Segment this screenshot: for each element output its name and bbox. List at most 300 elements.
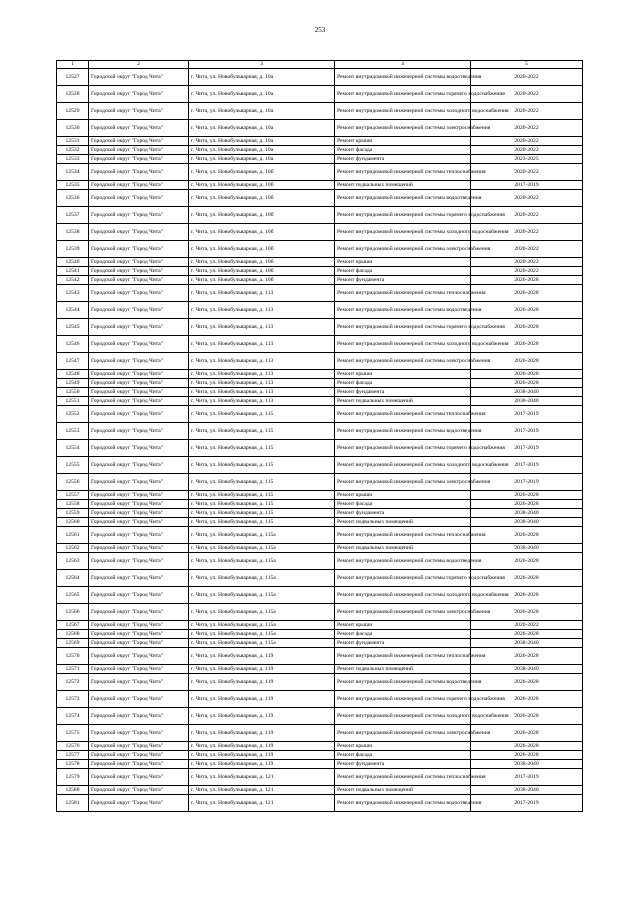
row-number-cell: 12565 xyxy=(57,587,89,604)
table-row xyxy=(57,379,583,388)
row-number-cell: 12527 xyxy=(57,69,89,86)
municipality-cell: Городской округ "Город Чита" xyxy=(89,397,189,406)
address-cell: г. Чита, ул. Новобульварная, д. 115а xyxy=(189,553,335,570)
table-row xyxy=(57,423,583,440)
municipality-cell: Городской округ "Город Чита" xyxy=(89,769,189,786)
table-row xyxy=(57,241,583,258)
address-cell: г. Чита, ул. Новобульварная, д. 10б xyxy=(189,267,335,276)
municipality-cell: Городской округ "Город Чита" xyxy=(89,457,189,474)
row-number-cell: 12551 xyxy=(57,397,89,406)
municipality-cell: Городской округ "Город Чита" xyxy=(89,518,189,527)
period-cell: 2026-2028 xyxy=(471,604,583,621)
municipality-cell: Городской округ "Город Чита" xyxy=(89,319,189,336)
work-type-cell: Ремонт внутридомовой инженерной системы теплоснабжения xyxy=(335,285,471,302)
period-cell: 2038-2040 xyxy=(471,397,583,406)
period-cell: 2017-2019 xyxy=(471,795,583,812)
period-cell: 2026-2028 xyxy=(471,276,583,285)
work-type-cell: Ремонт внутридомовой инженерной системы водоотведения xyxy=(335,553,471,570)
table-body xyxy=(57,69,583,812)
table-row xyxy=(57,181,583,190)
row-number-cell: 12528 xyxy=(57,86,89,103)
row-number-cell: 12548 xyxy=(57,370,89,379)
address-cell: г. Чита, ул. Новобульварная, д. 119 xyxy=(189,725,335,742)
table-row xyxy=(57,769,583,786)
row-number-cell: 12579 xyxy=(57,769,89,786)
work-type-cell: Ремонт внутридомовой инженерной системы электроснабжения xyxy=(335,604,471,621)
period-cell: 2020-2022 xyxy=(471,103,583,120)
work-type-cell: Ремонт внутридомовой инженерной системы электроснабжения xyxy=(335,474,471,491)
row-number-cell: 12577 xyxy=(57,751,89,760)
work-type-cell: Ремонт фундамента xyxy=(335,760,471,769)
municipality-cell: Городской округ "Город Чита" xyxy=(89,241,189,258)
period-cell: 2038-2040 xyxy=(471,786,583,795)
table-row xyxy=(57,388,583,397)
row-number-cell: 12559 xyxy=(57,509,89,518)
row-number-cell: 12535 xyxy=(57,181,89,190)
table-row xyxy=(57,491,583,500)
municipality-cell: Городской округ "Город Чита" xyxy=(89,500,189,509)
row-number-cell: 12533 xyxy=(57,155,89,164)
period-cell: 2026-2028 xyxy=(471,336,583,353)
row-number-cell: 12555 xyxy=(57,457,89,474)
municipality-cell: Городской округ "Город Чита" xyxy=(89,630,189,639)
address-cell: г. Чита, ул. Новобульварная, д. 115 xyxy=(189,491,335,500)
table-row xyxy=(57,440,583,457)
address-cell: г. Чита, ул. Новобульварная, д. 121 xyxy=(189,769,335,786)
address-cell: г. Чита, ул. Новобульварная, д. 113 xyxy=(189,302,335,319)
table-row xyxy=(57,708,583,725)
municipality-cell: Городской округ "Город Чита" xyxy=(89,146,189,155)
municipality-cell: Городской округ "Город Чита" xyxy=(89,224,189,241)
municipality-cell: Городской округ "Город Чита" xyxy=(89,164,189,181)
period-cell: 2026-2028 xyxy=(471,708,583,725)
table-row xyxy=(57,553,583,570)
address-cell: г. Чита, ул. Новобульварная, д. 113 xyxy=(189,336,335,353)
address-cell: г. Чита, ул. Новобульварная, д. 10б xyxy=(189,224,335,241)
period-cell: 2038-2040 xyxy=(471,639,583,648)
municipality-cell: Городской округ "Город Чита" xyxy=(89,795,189,812)
period-cell: 2017-2019 xyxy=(471,181,583,190)
work-type-cell: Ремонт внутридомовой инженерной системы водоотведения xyxy=(335,795,471,812)
period-cell: 2017-2019 xyxy=(471,769,583,786)
municipality-cell: Городской округ "Город Чита" xyxy=(89,491,189,500)
work-type-cell: Ремонт внутридомовой инженерной системы горячего водоснабжения xyxy=(335,440,471,457)
row-number-cell: 12536 xyxy=(57,190,89,207)
period-cell: 2026-2028 xyxy=(471,353,583,370)
address-cell: г. Чита, ул. Новобульварная, д. 119 xyxy=(189,708,335,725)
municipality-cell: Городской округ "Город Чита" xyxy=(89,207,189,224)
address-cell: г. Чита, ул. Новобульварная, д. 113 xyxy=(189,370,335,379)
table-row xyxy=(57,587,583,604)
work-type-cell: Ремонт подвальных помещений xyxy=(335,544,471,553)
municipality-cell: Городской округ "Город Чита" xyxy=(89,621,189,630)
municipality-cell: Городской округ "Город Чита" xyxy=(89,760,189,769)
table-row xyxy=(57,639,583,648)
work-type-cell: Ремонт внутридомовой инженерной системы горячего водоснабжения xyxy=(335,691,471,708)
period-cell: 2038-2040 xyxy=(471,518,583,527)
row-number-cell: 12573 xyxy=(57,691,89,708)
address-cell: г. Чита, ул. Новобульварная, д. 115 xyxy=(189,474,335,491)
period-cell: 2026-2028 xyxy=(471,725,583,742)
work-type-cell: Ремонт внутридомовой инженерной системы теплоснабжения xyxy=(335,164,471,181)
work-type-cell: Ремонт внутридомовой инженерной системы электроснабжения xyxy=(335,120,471,137)
period-cell: 2017-2019 xyxy=(471,406,583,423)
municipality-cell: Городской округ "Город Чита" xyxy=(89,103,189,120)
address-cell: г. Чита, ул. Новобульварная, д. 10а xyxy=(189,146,335,155)
row-number-cell: 12580 xyxy=(57,786,89,795)
row-number-cell: 12574 xyxy=(57,708,89,725)
work-type-cell: Ремонт подвальных помещений xyxy=(335,518,471,527)
period-cell: 2026-2028 xyxy=(471,319,583,336)
address-cell: г. Чита, ул. Новобульварная, д. 119 xyxy=(189,691,335,708)
work-type-cell: Ремонт внутридомовой инженерной системы электроснабжения xyxy=(335,241,471,258)
row-number-cell: 12568 xyxy=(57,630,89,639)
period-cell: 2026-2028 xyxy=(471,570,583,587)
period-cell: 2026-2028 xyxy=(471,285,583,302)
row-number-cell: 12578 xyxy=(57,760,89,769)
address-cell: г. Чита, ул. Новобульварная, д. 115а xyxy=(189,621,335,630)
period-cell: 2017-2019 xyxy=(471,423,583,440)
municipality-cell: Городской округ "Город Чита" xyxy=(89,639,189,648)
row-number-cell: 12538 xyxy=(57,224,89,241)
table-row xyxy=(57,544,583,553)
table-row xyxy=(57,795,583,812)
table-row xyxy=(57,103,583,120)
row-number-cell: 12571 xyxy=(57,665,89,674)
table-row xyxy=(57,120,583,137)
table-row xyxy=(57,397,583,406)
table-row xyxy=(57,527,583,544)
row-number-cell: 12570 xyxy=(57,648,89,665)
address-cell: г. Чита, ул. Новобульварная, д. 10б xyxy=(189,241,335,258)
row-number-cell: 12532 xyxy=(57,146,89,155)
municipality-cell: Городской округ "Город Чита" xyxy=(89,691,189,708)
address-cell: г. Чита, ул. Новобульварная, д. 10а xyxy=(189,155,335,164)
table-row xyxy=(57,518,583,527)
row-number-cell: 12542 xyxy=(57,276,89,285)
work-type-cell: Ремонт внутридомовой инженерной системы холодного водоснабжения xyxy=(335,336,471,353)
work-type-cell: Ремонт внутридомовой инженерной системы холодного водоснабжения xyxy=(335,103,471,120)
period-cell: 2023-2025 xyxy=(471,155,583,164)
row-number-cell: 12530 xyxy=(57,120,89,137)
table-row xyxy=(57,509,583,518)
municipality-cell: Городской округ "Город Чита" xyxy=(89,276,189,285)
address-cell: г. Чита, ул. Новобульварная, д. 113 xyxy=(189,353,335,370)
municipality-cell: Городской округ "Город Чита" xyxy=(89,86,189,103)
address-cell: г. Чита, ул. Новобульварная, д. 119 xyxy=(189,760,335,769)
table-row xyxy=(57,164,583,181)
municipality-cell: Городской округ "Город Чита" xyxy=(89,388,189,397)
period-cell: 2020-2022 xyxy=(471,137,583,146)
work-type-cell: Ремонт крыши xyxy=(335,621,471,630)
work-type-cell: Ремонт внутридомовой инженерной системы горячего водоснабжения xyxy=(335,570,471,587)
municipality-cell: Городской округ "Город Чита" xyxy=(89,370,189,379)
row-number-cell: 12560 xyxy=(57,518,89,527)
column-header-2: 2 xyxy=(89,61,189,69)
municipality-cell: Городской округ "Город Чита" xyxy=(89,155,189,164)
row-number-cell: 12547 xyxy=(57,353,89,370)
work-type-cell: Ремонт внутридомовой инженерной системы теплоснабжения xyxy=(335,648,471,665)
municipality-cell: Городской округ "Город Чита" xyxy=(89,302,189,319)
work-type-cell: Ремонт подвальных помещений xyxy=(335,665,471,674)
table-row xyxy=(57,406,583,423)
period-cell: 2038-2040 xyxy=(471,509,583,518)
table-row xyxy=(57,137,583,146)
municipality-cell: Городской округ "Город Чита" xyxy=(89,509,189,518)
table-row xyxy=(57,474,583,491)
row-number-cell: 12534 xyxy=(57,164,89,181)
row-number-cell: 12556 xyxy=(57,474,89,491)
table-row xyxy=(57,69,583,86)
row-number-cell: 12569 xyxy=(57,639,89,648)
municipality-cell: Городской округ "Город Чита" xyxy=(89,725,189,742)
row-number-cell: 12575 xyxy=(57,725,89,742)
table-row xyxy=(57,630,583,639)
municipality-cell: Городской округ "Город Чита" xyxy=(89,786,189,795)
work-type-cell: Ремонт фундамента xyxy=(335,639,471,648)
row-number-cell: 12544 xyxy=(57,302,89,319)
period-cell: 2038-2040 xyxy=(471,665,583,674)
address-cell: г. Чита, ул. Новобульварная, д. 115 xyxy=(189,423,335,440)
period-cell: 2020-2022 xyxy=(471,224,583,241)
address-cell: г. Чита, ул. Новобульварная, д. 115 xyxy=(189,509,335,518)
row-number-cell: 12567 xyxy=(57,621,89,630)
work-type-cell: Ремонт внутридомовой инженерной системы холодного водоснабжения xyxy=(335,457,471,474)
period-cell: 2026-2028 xyxy=(471,500,583,509)
work-type-cell: Ремонт фасада xyxy=(335,267,471,276)
period-cell: 2020-2022 xyxy=(471,241,583,258)
address-cell: г. Чита, ул. Новобульварная, д. 113 xyxy=(189,388,335,397)
period-cell: 2020-2022 xyxy=(471,267,583,276)
table-row xyxy=(57,190,583,207)
address-cell: г. Чита, ул. Новобульварная, д. 119 xyxy=(189,751,335,760)
table-row xyxy=(57,86,583,103)
column-header-3: 3 xyxy=(189,61,335,69)
municipality-cell: Городской округ "Город Чита" xyxy=(89,440,189,457)
municipality-cell: Городской округ "Город Чита" xyxy=(89,553,189,570)
municipality-cell: Городской округ "Город Чита" xyxy=(89,587,189,604)
row-number-cell: 12543 xyxy=(57,285,89,302)
period-cell: 2020-2022 xyxy=(471,146,583,155)
table-row xyxy=(57,725,583,742)
row-number-cell: 12558 xyxy=(57,500,89,509)
work-type-cell: Ремонт фундамента xyxy=(335,276,471,285)
table-row xyxy=(57,570,583,587)
work-type-cell: Ремонт внутридомовой инженерной системы водоотведения xyxy=(335,302,471,319)
address-cell: г. Чита, ул. Новобульварная, д. 10б xyxy=(189,276,335,285)
row-number-cell: 12529 xyxy=(57,103,89,120)
address-cell: г. Чита, ул. Новобульварная, д. 115а xyxy=(189,544,335,553)
address-cell: г. Чита, ул. Новобульварная, д. 113 xyxy=(189,379,335,388)
column-number-header-row xyxy=(57,61,583,69)
address-cell: г. Чита, ул. Новобульварная, д. 115 xyxy=(189,440,335,457)
table-row xyxy=(57,665,583,674)
address-cell: г. Чита, ул. Новобульварная, д. 115 xyxy=(189,457,335,474)
period-cell: 2020-2022 xyxy=(471,258,583,267)
work-type-cell: Ремонт внутридомовой инженерной системы теплоснабжения xyxy=(335,406,471,423)
address-cell: г. Чита, ул. Новобульварная, д. 10а xyxy=(189,103,335,120)
work-type-cell: Ремонт фундамента xyxy=(335,155,471,164)
address-cell: г. Чита, ул. Новобульварная, д. 115а xyxy=(189,527,335,544)
column-header-1: 1 xyxy=(57,61,89,69)
table-row xyxy=(57,500,583,509)
address-cell: г. Чита, ул. Новобульварная, д. 10б xyxy=(189,190,335,207)
work-type-cell: Ремонт крыши xyxy=(335,258,471,267)
table-row xyxy=(57,224,583,241)
period-cell: 2020-2022 xyxy=(471,164,583,181)
work-type-cell: Ремонт подвальных помещений xyxy=(335,786,471,795)
page-number: 253 xyxy=(314,26,326,34)
table-row xyxy=(57,353,583,370)
row-number-cell: 12561 xyxy=(57,527,89,544)
address-cell: г. Чита, ул. Новобульварная, д. 10б xyxy=(189,207,335,224)
municipality-cell: Городской округ "Город Чита" xyxy=(89,190,189,207)
address-cell: г. Чита, ул. Новобульварная, д. 115 xyxy=(189,406,335,423)
municipality-cell: Городской округ "Город Чита" xyxy=(89,674,189,691)
address-cell: г. Чита, ул. Новобульварная, д. 115а xyxy=(189,587,335,604)
address-cell: г. Чита, ул. Новобульварная, д. 115 xyxy=(189,500,335,509)
municipality-cell: Городской округ "Город Чита" xyxy=(89,665,189,674)
work-type-cell: Ремонт фасада xyxy=(335,751,471,760)
work-type-cell: Ремонт внутридомовой инженерной системы электроснабжения xyxy=(335,353,471,370)
municipality-cell: Городской округ "Город Чита" xyxy=(89,474,189,491)
table-row xyxy=(57,604,583,621)
row-number-cell: 12539 xyxy=(57,241,89,258)
row-number-cell: 12546 xyxy=(57,336,89,353)
municipality-cell: Городской округ "Город Чита" xyxy=(89,353,189,370)
table-row xyxy=(57,319,583,336)
period-cell: 2020-2022 xyxy=(471,621,583,630)
period-cell: 2026-2028 xyxy=(471,742,583,751)
work-type-cell: Ремонт фундамента xyxy=(335,388,471,397)
row-number-cell: 12553 xyxy=(57,423,89,440)
work-type-cell: Ремонт внутридомовой инженерной системы теплоснабжения xyxy=(335,527,471,544)
municipality-cell: Городской округ "Город Чита" xyxy=(89,379,189,388)
work-type-cell: Ремонт крыши xyxy=(335,742,471,751)
municipality-cell: Городской округ "Город Чита" xyxy=(89,258,189,267)
work-type-cell: Ремонт внутридомовой инженерной системы теплоснабжения xyxy=(335,769,471,786)
work-type-cell: Ремонт внутридомовой инженерной системы холодного водоснабжения xyxy=(335,224,471,241)
work-type-cell: Ремонт внутридомовой инженерной системы водоотведения xyxy=(335,69,471,86)
address-cell: г. Чита, ул. Новобульварная, д. 115 xyxy=(189,518,335,527)
address-cell: г. Чита, ул. Новобульварная, д. 115а xyxy=(189,604,335,621)
work-type-cell: Ремонт внутридомовой инженерной системы холодного водоснабжения xyxy=(335,708,471,725)
row-number-cell: 12541 xyxy=(57,267,89,276)
address-cell: г. Чита, ул. Новобульварная, д. 10а xyxy=(189,86,335,103)
municipality-cell: Городской округ "Город Чита" xyxy=(89,120,189,137)
row-number-cell: 12576 xyxy=(57,742,89,751)
table-row xyxy=(57,336,583,353)
address-cell: г. Чита, ул. Новобульварная, д. 10а xyxy=(189,137,335,146)
municipality-cell: Городской округ "Город Чита" xyxy=(89,527,189,544)
row-number-cell: 12531 xyxy=(57,137,89,146)
row-number-cell: 12562 xyxy=(57,544,89,553)
work-type-cell: Ремонт внутридомовой инженерной системы горячего водоснабжения xyxy=(335,319,471,336)
address-cell: г. Чита, ул. Новобульварная, д. 113 xyxy=(189,285,335,302)
row-number-cell: 12564 xyxy=(57,570,89,587)
address-cell: г. Чита, ул. Новобульварная, д. 10а xyxy=(189,120,335,137)
address-cell: г. Чита, ул. Новобульварная, д. 113 xyxy=(189,397,335,406)
work-type-cell: Ремонт фасада xyxy=(335,500,471,509)
municipality-cell: Городской округ "Город Чита" xyxy=(89,544,189,553)
period-cell: 2017-2019 xyxy=(471,474,583,491)
municipality-cell: Городской округ "Город Чита" xyxy=(89,570,189,587)
period-cell: 2020-2022 xyxy=(471,190,583,207)
period-cell: 2026-2028 xyxy=(471,491,583,500)
table-row xyxy=(57,786,583,795)
municipality-cell: Городской округ "Город Чита" xyxy=(89,648,189,665)
table-row xyxy=(57,751,583,760)
period-cell: 2020-2022 xyxy=(471,120,583,137)
municipality-cell: Городской округ "Город Чита" xyxy=(89,181,189,190)
table-row xyxy=(57,742,583,751)
address-cell: г. Чита, ул. Новобульварная, д. 10а xyxy=(189,69,335,86)
period-cell: 2026-2028 xyxy=(471,379,583,388)
address-cell: г. Чита, ул. Новобульварная, д. 10б xyxy=(189,258,335,267)
work-type-cell: Ремонт фундамента xyxy=(335,509,471,518)
period-cell: 2026-2028 xyxy=(471,370,583,379)
period-cell: 2026-2028 xyxy=(471,587,583,604)
table-row xyxy=(57,258,583,267)
municipality-cell: Городской округ "Город Чита" xyxy=(89,336,189,353)
municipality-cell: Городской округ "Город Чита" xyxy=(89,406,189,423)
table-row xyxy=(57,155,583,164)
column-header-4: 4 xyxy=(335,61,471,69)
address-cell: г. Чита, ул. Новобульварная, д. 10б xyxy=(189,181,335,190)
row-number-cell: 12566 xyxy=(57,604,89,621)
address-cell: г. Чита, ул. Новобульварная, д. 121 xyxy=(189,786,335,795)
work-type-cell: Ремонт внутридомовой инженерной системы горячего водоснабжения xyxy=(335,86,471,103)
table-row xyxy=(57,760,583,769)
period-cell: 2017-2019 xyxy=(471,440,583,457)
row-number-cell: 12550 xyxy=(57,388,89,397)
period-cell: 2038-2040 xyxy=(471,388,583,397)
table-row xyxy=(57,276,583,285)
row-number-cell: 12549 xyxy=(57,379,89,388)
period-cell: 2026-2028 xyxy=(471,691,583,708)
row-number-cell: 12552 xyxy=(57,406,89,423)
table-row xyxy=(57,621,583,630)
municipality-cell: Городской округ "Город Чита" xyxy=(89,742,189,751)
municipality-cell: Городской округ "Город Чита" xyxy=(89,751,189,760)
work-type-cell: Ремонт внутридомовой инженерной системы электроснабжения xyxy=(335,725,471,742)
row-number-cell: 12540 xyxy=(57,258,89,267)
table-row xyxy=(57,370,583,379)
municipality-cell: Городской округ "Город Чита" xyxy=(89,69,189,86)
period-cell: 2026-2028 xyxy=(471,648,583,665)
period-cell: 2026-2028 xyxy=(471,751,583,760)
address-cell: г. Чита, ул. Новобульварная, д. 119 xyxy=(189,665,335,674)
row-number-cell: 12563 xyxy=(57,553,89,570)
work-type-cell: Ремонт подвальных помещений xyxy=(335,397,471,406)
table-row xyxy=(57,267,583,276)
municipality-cell: Городской округ "Город Чита" xyxy=(89,285,189,302)
period-cell: 2020-2022 xyxy=(471,69,583,86)
address-cell: г. Чита, ул. Новобульварная, д. 115а xyxy=(189,570,335,587)
work-type-cell: Ремонт подвальных помещений xyxy=(335,181,471,190)
table-row xyxy=(57,207,583,224)
work-type-cell: Ремонт фасада xyxy=(335,146,471,155)
address-cell: г. Чита, ул. Новобульварная, д. 119 xyxy=(189,674,335,691)
address-cell: г. Чита, ул. Новобульварная, д. 119 xyxy=(189,742,335,751)
table-row xyxy=(57,674,583,691)
period-cell: 2020-2022 xyxy=(471,86,583,103)
period-cell: 2038-2040 xyxy=(471,760,583,769)
row-number-cell: 12537 xyxy=(57,207,89,224)
period-cell: 2017-2019 xyxy=(471,457,583,474)
address-cell: г. Чита, ул. Новобульварная, д. 115а xyxy=(189,639,335,648)
period-cell: 2038-2040 xyxy=(471,544,583,553)
